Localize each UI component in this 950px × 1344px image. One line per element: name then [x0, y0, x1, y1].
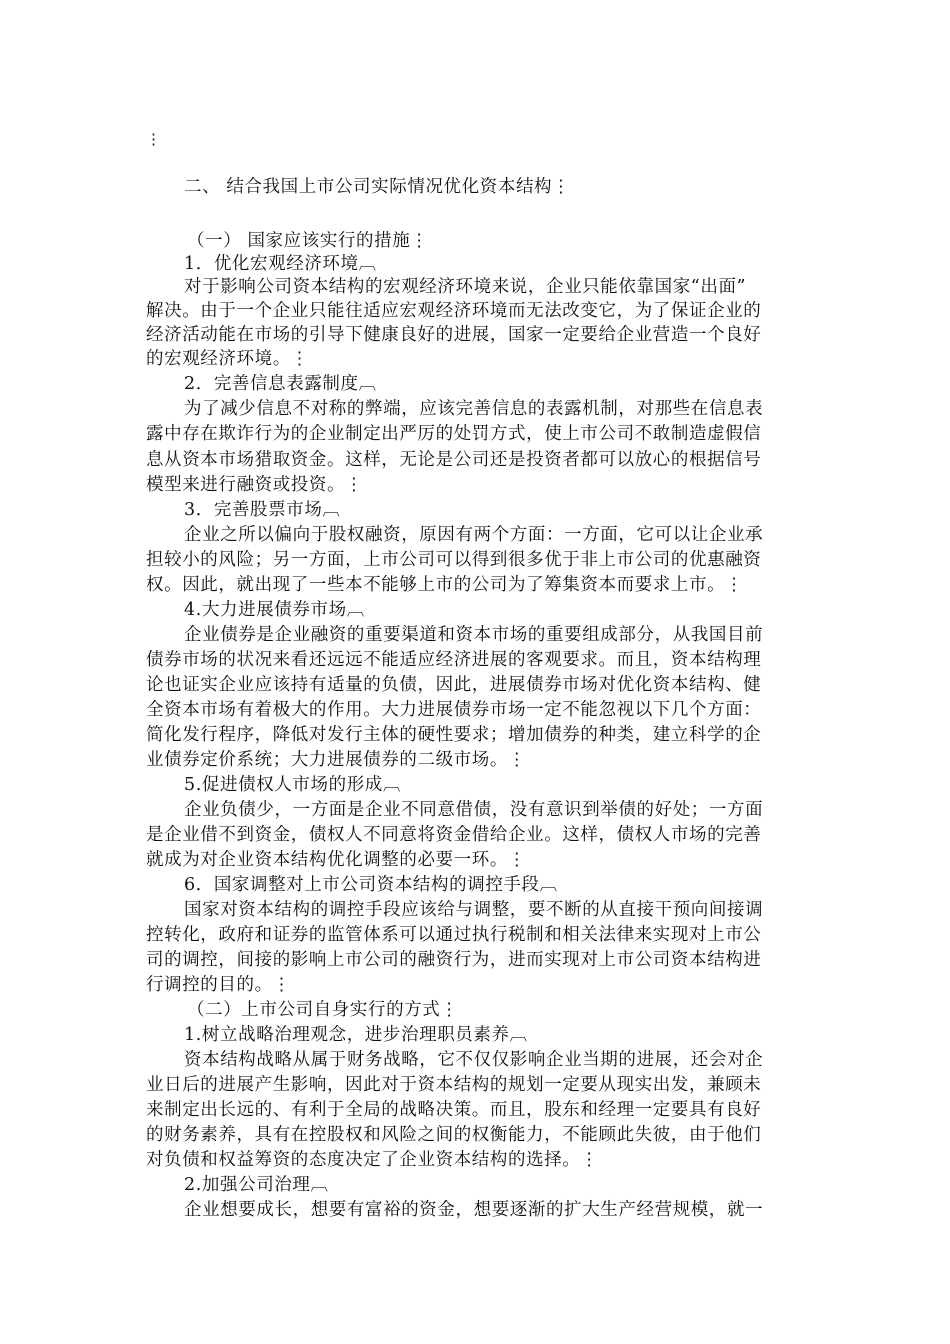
body-line: 企业负债少，一方面是企业不同意借债，没有意识到举债的好处；一方面: [184, 800, 764, 820]
body-line: 简化发行程序，降低对发行主体的硬性要求；增加债券的种类，建立科学的企: [146, 725, 762, 745]
body-line: 国家对资本结构的调控手段应该给与调整，要不断的从直接干预向间接调: [184, 900, 764, 920]
body-line: 业日后的进展产生影响，因此对于资本结构的规划一定要从现实出发，兼顾未: [146, 1075, 762, 1095]
item-title: 5.促进债权人市场的形成︹: [184, 775, 401, 795]
body-line: 对负债和权益筹资的态度决定了企业资本结构的选择。⋮: [146, 1150, 599, 1170]
paragraph-marker: ⋮: [146, 130, 161, 148]
body-line: 行调控的目的。⋮: [146, 975, 291, 995]
item-title: 6．国家调整对上市公司资本结构的调控手段︹: [184, 875, 558, 895]
item-title: 1.树立战略治理观念，进步治理职员素养︹: [184, 1025, 528, 1045]
body-line: 露中存在欺诈行为的企业制定出严厉的处罚方式，使上市公司不敢制造虚假信: [146, 424, 762, 444]
body-line: 模型来进行融资或投资。⋮: [146, 475, 364, 495]
body-line: 为了减少信息不对称的弊端，应该完善信息的表露机制，对那些在信息表: [184, 399, 764, 419]
body-line: 经济活动能在市场的引导下健康良好的进展，国家一定要给企业营造一个良好: [146, 325, 762, 345]
body-line: 债券市场的状况来看还远远不能适应经济进展的客观要求。而且，资本结构理: [146, 650, 762, 670]
subsection-heading: （二）上市公司自身实行的方式⋮: [187, 1000, 459, 1020]
body-line: 息从资本市场猎取资金。这样，无论是公司还是投资者都可以放心的根据信号: [146, 450, 762, 470]
body-line: 是企业借不到资金，债权人不同意将资金借给企业。这样，债权人市场的完善: [146, 825, 762, 845]
body-line: 就成为对企业资本结构优化调整的必要一环。⋮: [146, 850, 527, 870]
body-line: 司的调控，间接的影响上市公司的融资行为，进而实现对上市公司资本结构进: [146, 950, 762, 970]
body-line: 企业之所以偏向于股权融资，原因有两个方面：一方面，它可以让企业承: [184, 525, 764, 545]
body-line: 企业想要成长，想要有富裕的资金，想要逐渐的扩大生产经营规模，就一: [184, 1200, 764, 1220]
item-title: 3．完善股票市场︹: [184, 500, 341, 520]
body-line: 的宏观经济环境。⋮: [146, 349, 309, 369]
subsection-heading: （一） 国家应该实行的措施⋮: [187, 231, 429, 251]
body-line: 业债券定价系统；大力进展债券的二级市场。⋮: [146, 750, 527, 770]
body-line: 全资本市场有着极大的作用。大力进展债券市场一定不能忽视以下几个方面：: [146, 700, 762, 720]
body-line: 对于影响公司资本结构的宏观经济环境来说，企业只能依靠国家“出面”: [184, 277, 747, 297]
body-line: 权。因此，就出现了一些本不能够上市的公司为了筹集资本而要求上市。⋮: [146, 575, 744, 595]
body-line: 来制定出长远的、有利于全局的战略决策。而且，股东和经理一定要具有良好: [146, 1100, 762, 1120]
section-heading: 二、 结合我国上市公司实际情况优化资本结构⋮: [184, 177, 571, 197]
body-line: 担较小的风险；另一方面，上市公司可以得到很多优于非上市公司的优惠融资: [146, 550, 762, 570]
body-line: 控转化，政府和证券的监管体系可以通过执行税制和相关法律来实现对上市公: [146, 925, 762, 945]
body-line: 资本结构战略从属于财务战略，它不仅仅影响企业当期的进展，还会对企: [184, 1050, 764, 1070]
item-title: 1．优化宏观经济环境︹: [184, 254, 377, 274]
item-title: 2.加强公司治理︹: [184, 1175, 329, 1195]
item-title: 2．完善信息表露制度︹: [184, 374, 377, 394]
body-line: 企业债券是企业融资的重要渠道和资本市场的重要组成部分，从我国目前: [184, 625, 764, 645]
body-line: 解决。由于一个企业只能往适应宏观经济环境而无法改变它，为了保证企业的: [146, 301, 762, 321]
body-line: 的财务素养，具有在控股权和风险之间的权衡能力，不能顾此失彼，由于他们: [146, 1125, 762, 1145]
body-line: 论也证实企业应该持有适量的负债，因此，进展债券市场对优化资本结构、健: [146, 675, 762, 695]
item-title: 4.大力进展债券市场︹: [184, 600, 365, 620]
